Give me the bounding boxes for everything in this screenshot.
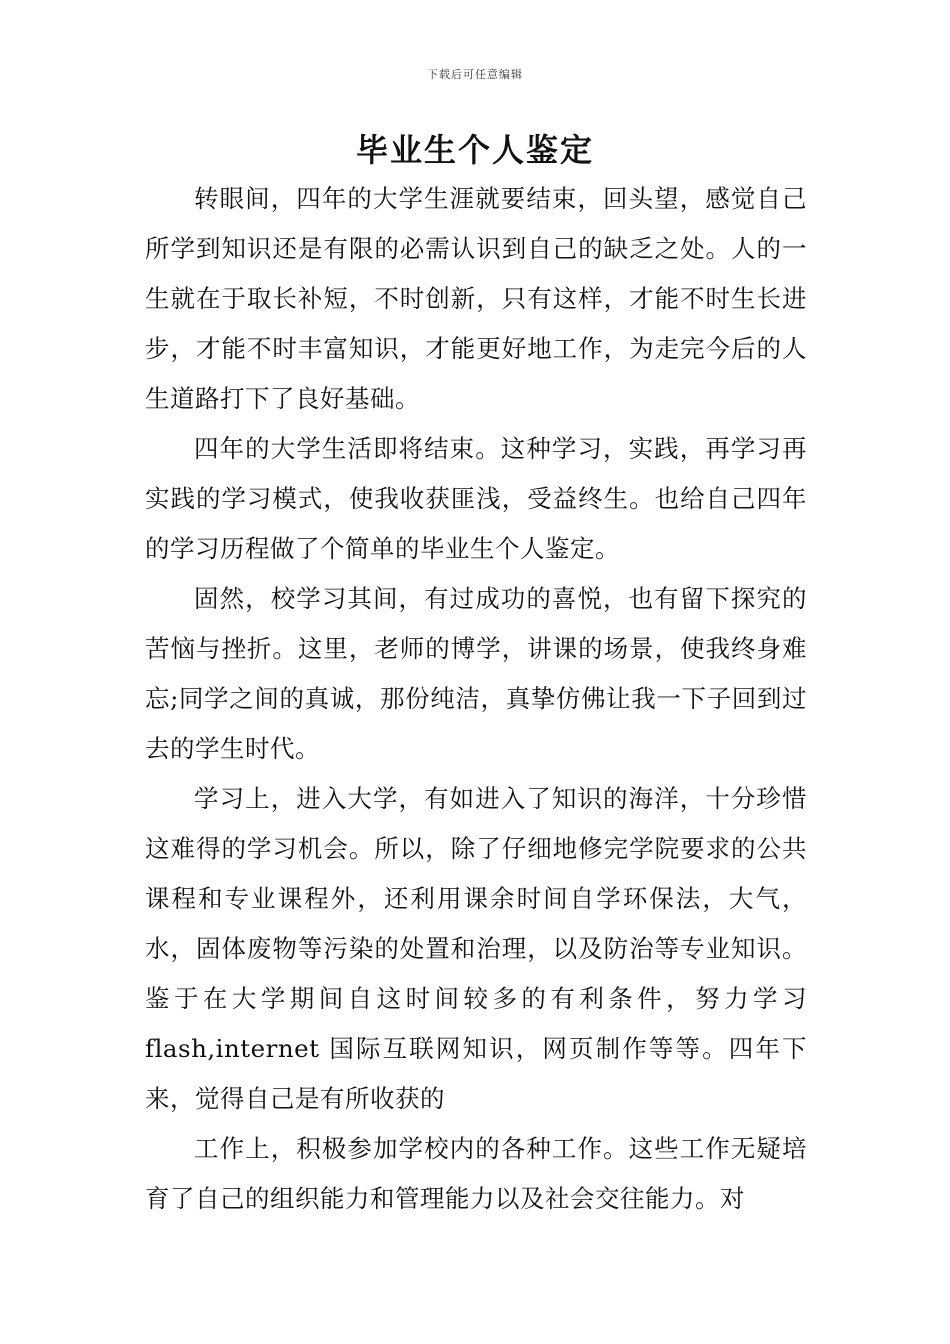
document-body	[145, 174, 807, 1224]
paragraph: 学习上，进入大学，有如进入了知识的海洋，十分珍惜这难得的学习机会。所以，除了仔细地修完学院要求的公共课程和专业课程外，还利用课余时间自学环保法，大气，水，固体废物等污染的处置和治理，以及防治等专业知识。鉴于在大学期间自这时间较多的有利条件，努力学习 flash,internet 国际互联网知识，网页制作等等。四年下来，觉得自己是有所收获的	[145, 784, 807, 1113]
paragraph: 四年的大学生活即将结束。这种学习，实践，再学习再实践的学习模式，使我收获匪浅，受益终生。也给自己四年的学习历程做了个简单的毕业生个人鉴定。	[145, 434, 807, 563]
header-note: 下载后可任意编辑	[427, 68, 523, 81]
paragraph: 固然，校学习其间，有过成功的喜悦，也有留下探究的苦恼与挫折。这里，老师的博学，讲课的场景，使我终身难忘;同学之间的真诚，那份纯洁，真挚仿佛让我一下子回到过去的学生时代。	[145, 584, 807, 763]
document-title: 毕业生个人鉴定	[355, 131, 594, 169]
paragraph: 转眼间，四年的大学生涯就要结束，回头望，感觉自己所学到知识还是有限的必需认识到自己的缺乏之处。人的一生就在于取长补短，不时创新，只有这样，才能不时生长进步，才能不时丰富知识，才能更好地工作，为走完今后的人生道路打下了良好基础。	[145, 184, 807, 413]
paragraph: 工作上，积极参加学校内的各种工作。这些工作无疑培育了自己的组织能力和管理能力以及社会交往能力。对	[145, 1134, 807, 1213]
